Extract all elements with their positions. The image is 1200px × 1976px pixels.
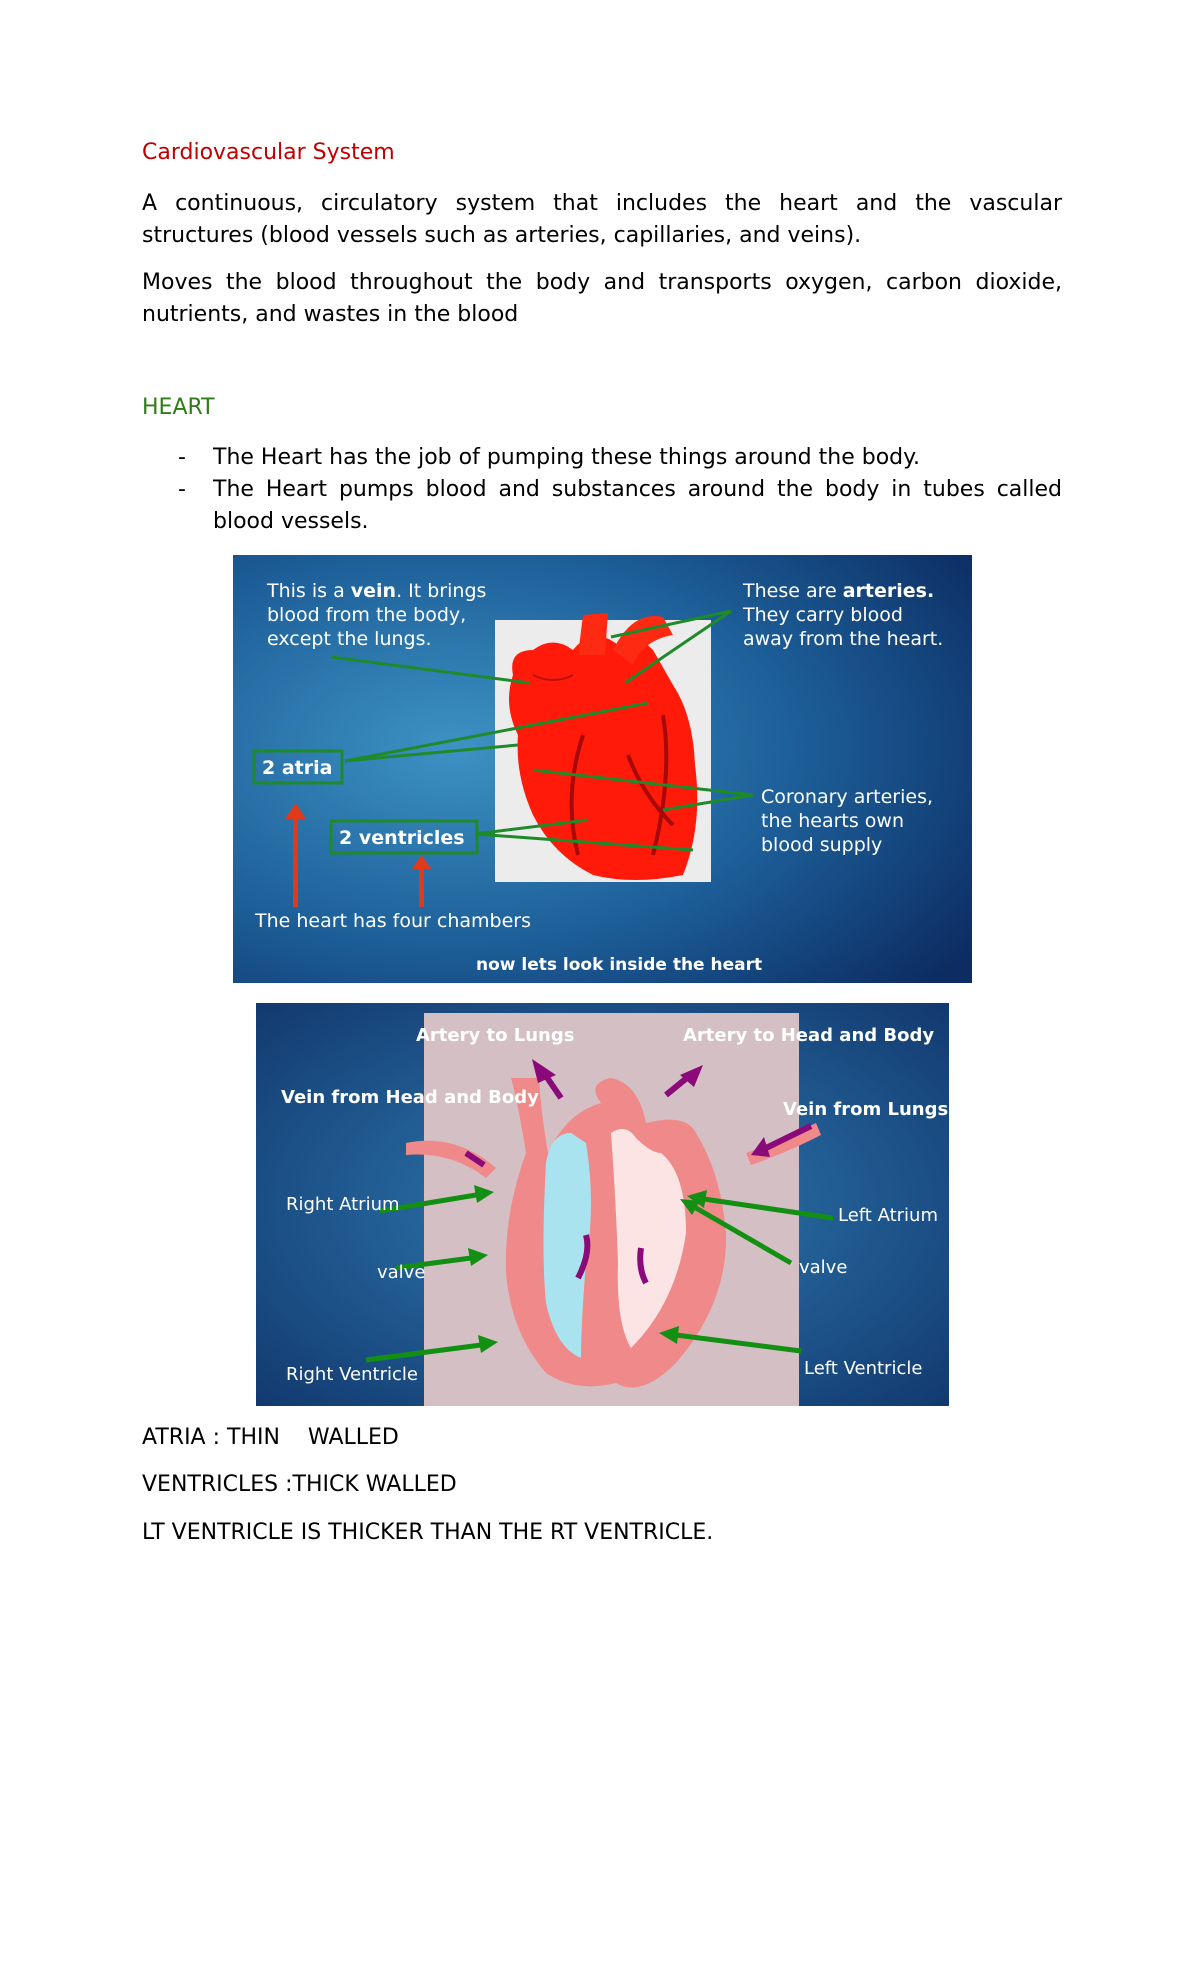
artery-to-lungs-label: Artery to Lungs xyxy=(416,1025,575,1046)
heart-bullet-list xyxy=(142,442,1062,538)
left-ventricle-label: Left Ventricle xyxy=(804,1358,923,1379)
arteries-label-line3: away from the heart. xyxy=(743,628,944,650)
intro-paragraph-2: Moves the blood throughout the body and transports oxygen, carbon dioxide, nutrients, and wastes in the blood xyxy=(142,270,1062,327)
note-lt-ventricle: LT VENTRICLE IS THICKER THAN THE RT VENTRICLE. xyxy=(142,1520,714,1545)
vein-label: This is a vein. It brings xyxy=(267,580,487,602)
coronary-label: Coronary arteries, xyxy=(761,786,934,808)
left-atrium-label: Left Atrium xyxy=(838,1205,938,1226)
coronary-label-line3: blood supply xyxy=(761,834,883,856)
note-atria: ATRIA : THIN WALLED xyxy=(142,1425,399,1450)
valve-label-left: valve xyxy=(377,1262,426,1283)
right-atrium-label: Right Atrium xyxy=(286,1194,400,1215)
coronary-label-line2: the hearts own xyxy=(761,810,905,832)
vein-from-head-label: Vein from Head and Body xyxy=(281,1087,539,1108)
chambers-caption: The heart has four chambers xyxy=(255,910,531,932)
bullet-text: The Heart pumps blood and substances around the body in tubes called blood vessels. xyxy=(213,477,1062,534)
heart-exterior-figure xyxy=(233,555,972,983)
list-item xyxy=(142,474,1062,538)
vein-from-lungs-label: Vein from Lungs xyxy=(783,1099,949,1120)
bullet-marker: - xyxy=(178,445,186,470)
vein-label-line3: except the lungs. xyxy=(267,628,432,650)
page-title: Cardiovascular System xyxy=(142,140,395,165)
artery-to-head-label: Artery to Head and Body xyxy=(683,1025,935,1046)
arteries-label: These are arteries. xyxy=(743,580,935,602)
arteries-label-line2: They carry blood xyxy=(743,604,903,626)
atria-label: 2 atria xyxy=(262,757,333,779)
bullet-marker: - xyxy=(178,477,186,502)
intro-paragraph-1: A continuous, circulatory system that includes the heart and the vascular structures (blood vessels such as arteries, capillaries, and veins). xyxy=(142,191,1062,248)
figure-footer: now lets look inside the heart xyxy=(476,955,763,975)
heart-interior-figure xyxy=(256,1003,949,1406)
note-ventricles: VENTRICLES :THICK WALLED xyxy=(142,1472,457,1497)
bullet-text: The Heart has the job of pumping these things around the body. xyxy=(213,445,921,470)
valve-label-right: valve xyxy=(799,1257,848,1278)
list-item xyxy=(142,442,1062,474)
vein-label-line2: blood from the body, xyxy=(267,604,467,626)
heart-heading: HEART xyxy=(142,395,215,420)
ventricles-label: 2 ventricles xyxy=(339,827,465,849)
right-ventricle-label: Right Ventricle xyxy=(286,1364,418,1385)
